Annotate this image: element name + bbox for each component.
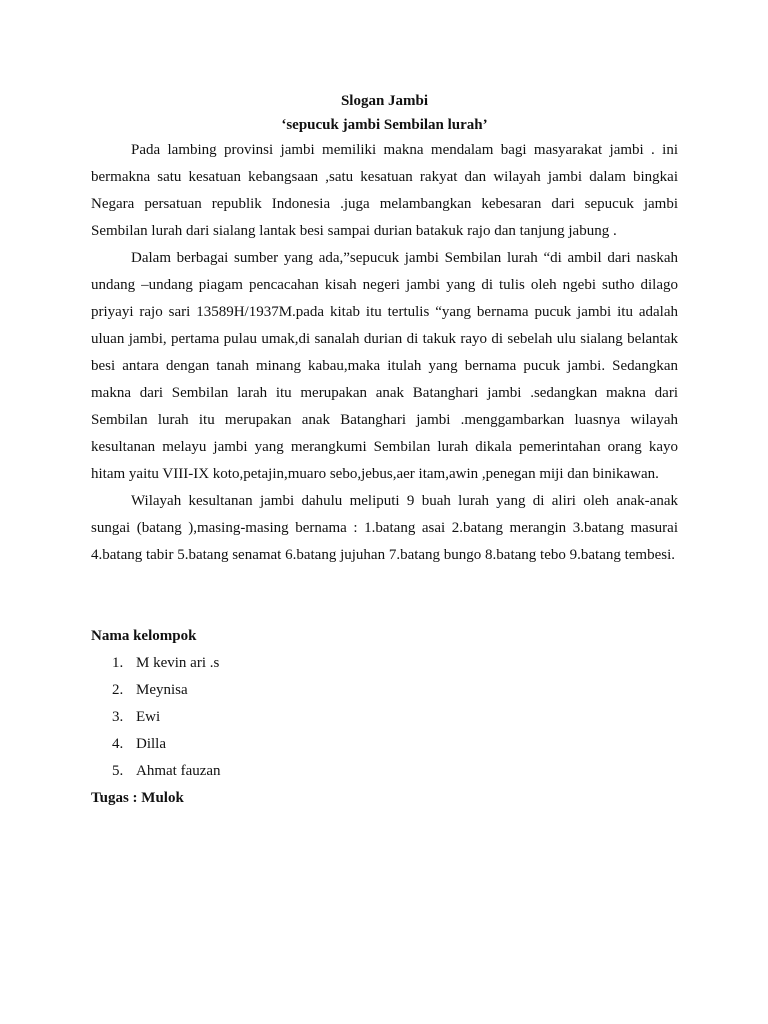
paragraph-3: Wilayah kesultanan jambi dahulu meliputi 9 buah lurah yang di aliri oleh anak-anak sungai (batang ),masing-masing bernama : 1.batang asai 2.batang merangin 3.batang masurai 4.batang tabir 5.batang senamat 6.batang jujuhan 7.batang bungo 8.batang tebo 9.batang tembesi. [91,493,678,563]
list-number: 2. [112,682,124,698]
member-name: Ahmat fauzan [136,763,221,779]
task-label: Tugas : Mulok [91,790,184,806]
document-subtitle: ‘sepucuk jambi Sembilan lurah’ [281,117,488,133]
list-item [91,650,678,677]
paragraph-2: Dalam berbagai sumber yang ada,”sepucuk jambi Sembilan lurah “di ambil dari naskah undang –undang piagam pencacahan kisah negeri jambi yang di tulis oleh ngebi sutho dilago priyayi rajo sari 13589H/1937M.pada kitab itu tertulis “yang bernama pucuk jambi itu adalah uluan jambi, pertama pulau umak,di sanalah durian di takuk rayo di sebelah ulu sialang belantak besi antara dengan tanah minang kabau,maka itulah yang bernama pucuk jambi. Sedangkan makna dari Sembilan larah itu merupakan anak Batanghari jambi .sedangkan makna dari Sembilan lurah itu merupakan anak Batanghari jambi .menggambarkan luasnya wilayah kesultanan melayu jambi yang merangkumi Sembilan lurah dikala pemerintahan orang kayo hitam yaitu VIII-IX koto,petajin,muaro sebo,jebus,aer itam,awin ,penegan miji dan binikawan. [91,250,678,482]
member-name: Dilla [136,736,166,752]
list-item [91,731,678,758]
member-name: Ewi [136,709,161,725]
document-title: Slogan Jambi [340,93,429,109]
list-number: 4. [112,736,124,752]
list-item [91,704,678,731]
list-item [91,677,678,704]
member-name: M kevin ari .s [136,655,220,671]
list-number: 5. [112,763,124,779]
list-item [91,758,678,785]
member-list [91,650,678,785]
list-number: 3. [112,709,124,725]
blank-space [91,569,678,623]
paragraph-1: Pada lambing provinsi jambi memiliki makna mendalam bagi masyarakat jambi . ini bermakna satu kesatuan kebangsaan ,satu kesatuan rakyat dan wilayah jambi dalam bingkai Negara persatuan republik Indonesia .juga melambangkan kebesaran dari sepucuk jambi Sembilan lurah dari sialang lantak besi sampai durian batakuk rajo dan tanjung jabung . [91,142,678,239]
group-label: Nama kelompok [91,628,197,644]
document-page [91,89,678,812]
member-name: Meynisa [136,682,188,698]
list-number: 1. [112,655,124,671]
